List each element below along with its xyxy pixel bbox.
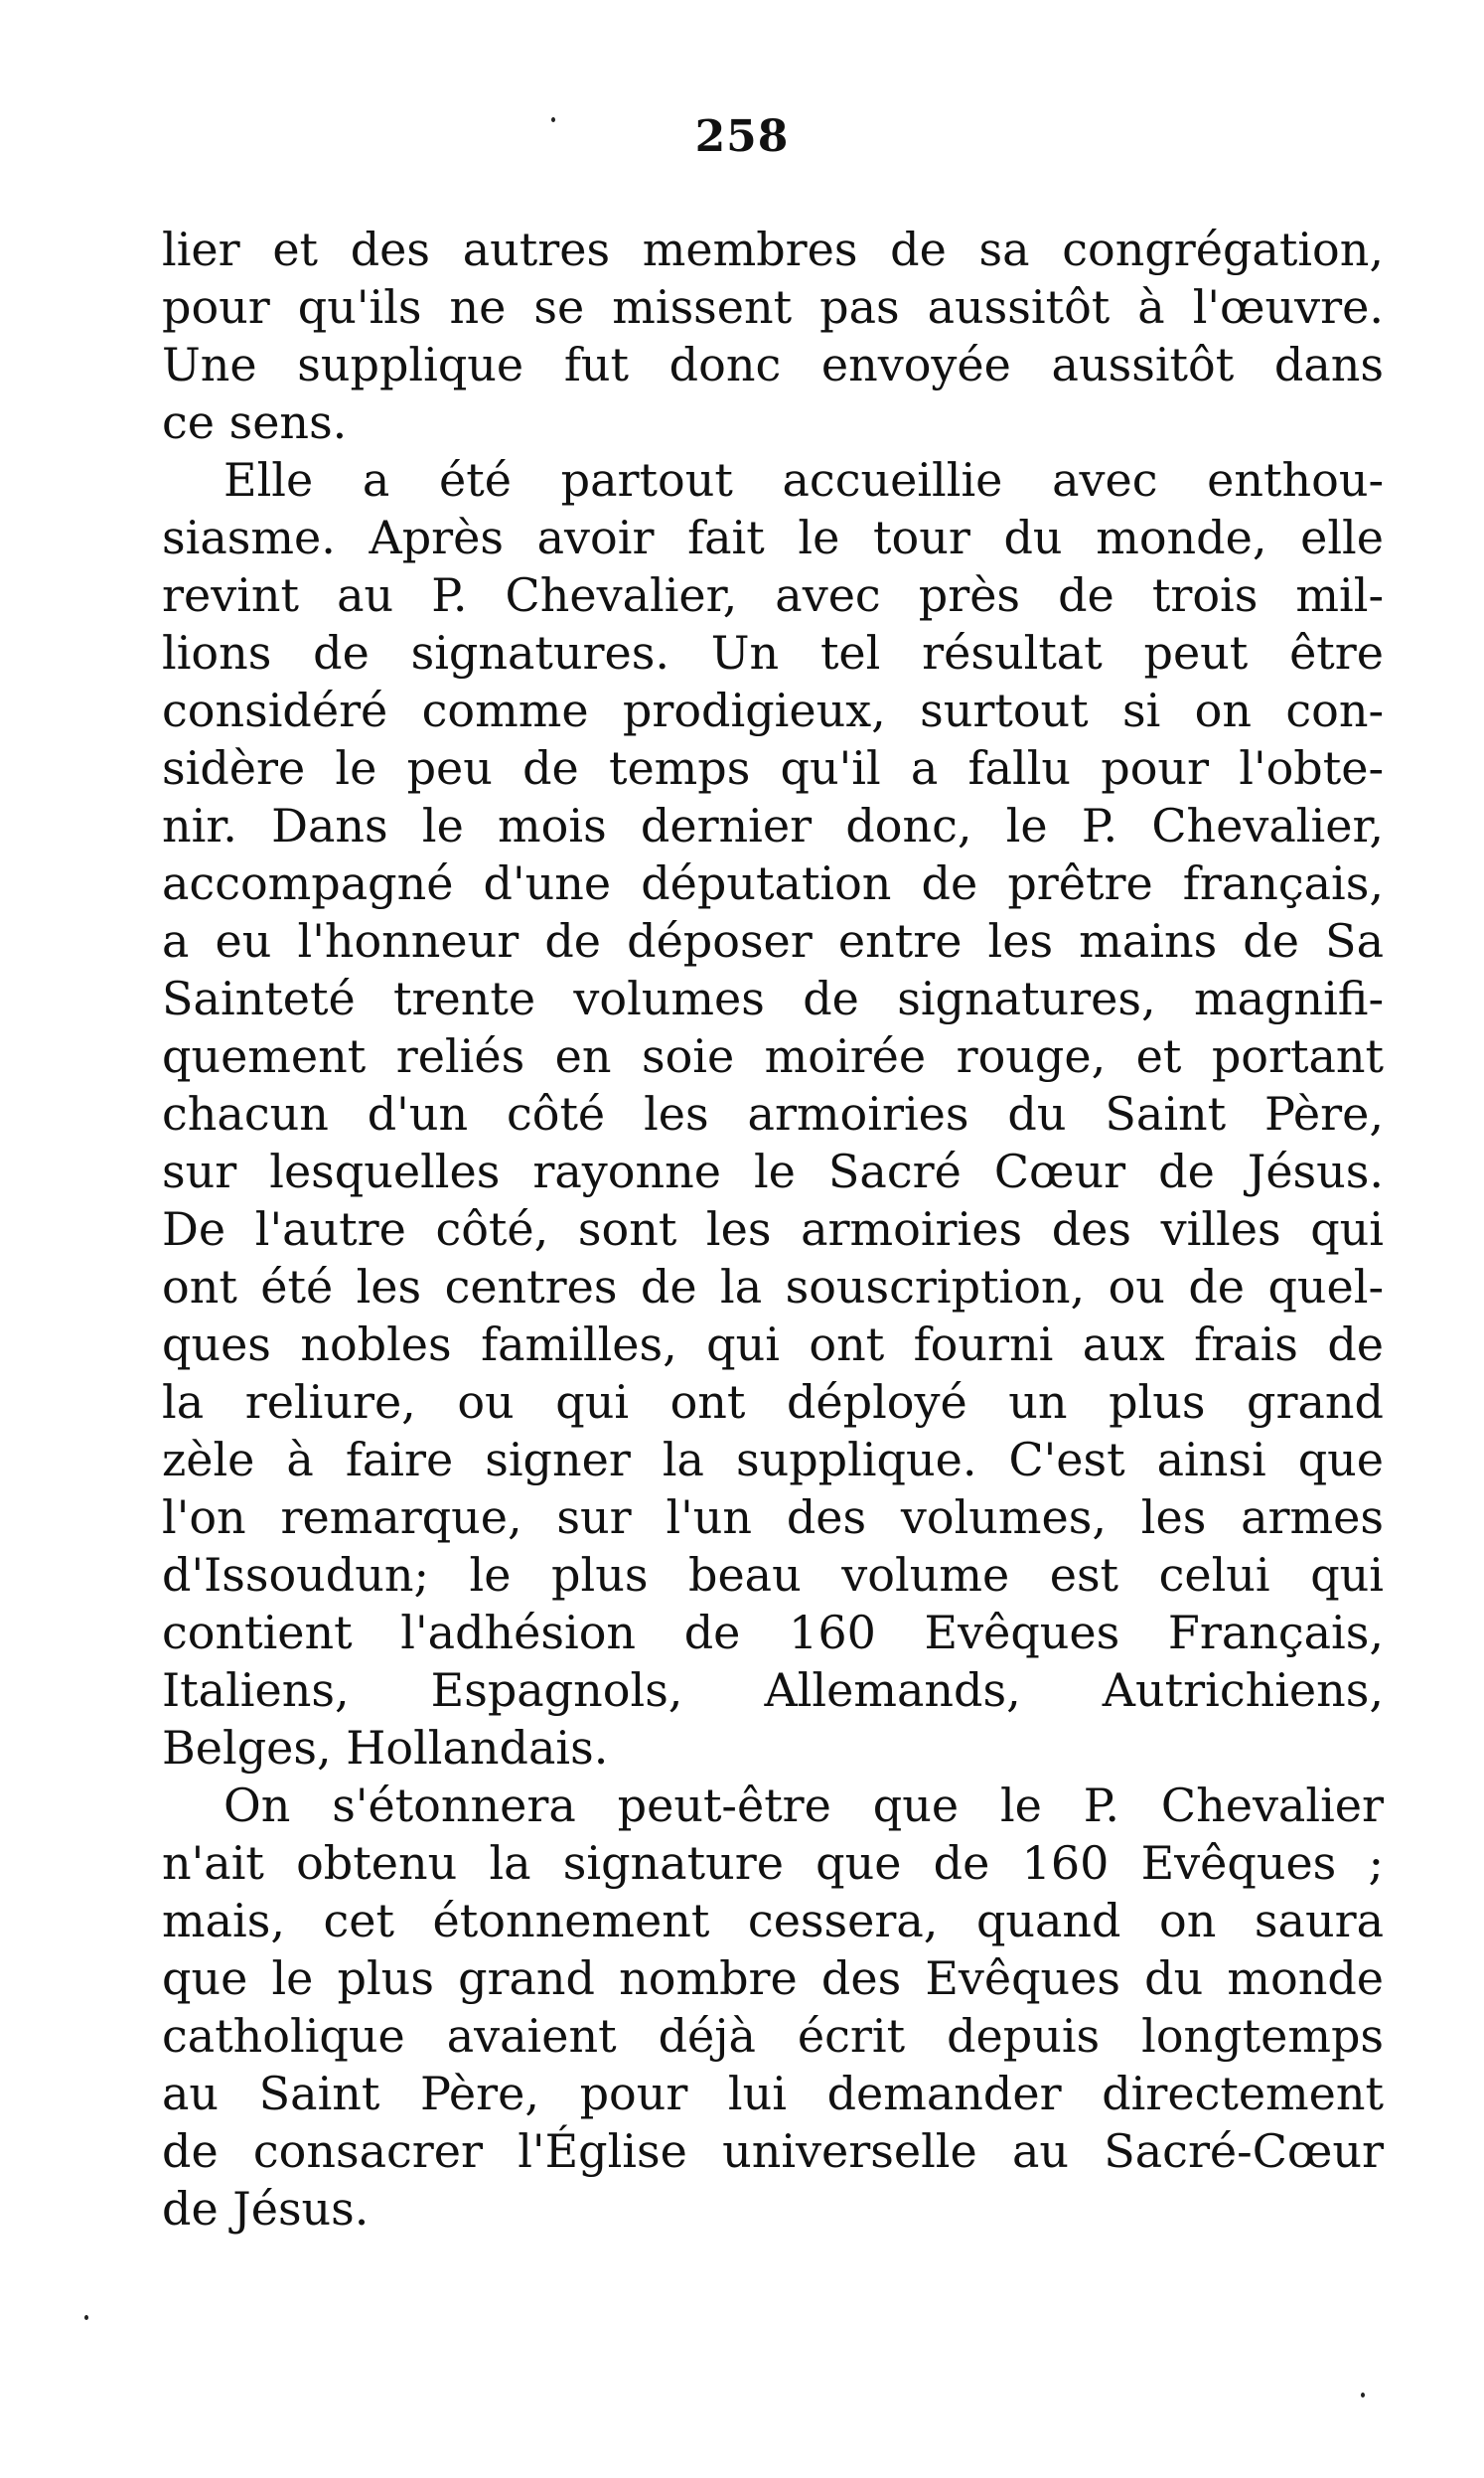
text-line: la reliure, ou qui ont déployé un plus grand — [162, 1375, 1384, 1429]
text-line: au Saint Père, pour lui demander directement — [162, 2067, 1384, 2120]
text-line: quement reliés en soie moirée rouge, et portant — [162, 1029, 1384, 1083]
text-line: catholique avaient déjà écrit depuis longtemps — [162, 2009, 1384, 2063]
text-line: On s'étonnera peut-être que le P. Chevalier — [223, 1779, 1384, 1832]
text-line: chacun d'un côté les armoiries du Saint Père, — [162, 1087, 1384, 1141]
text-line: siasme. Après avoir fait le tour du monde, elle — [162, 511, 1384, 564]
text-line: nir. Dans le mois dernier donc, le P. Chevalier, — [162, 799, 1384, 852]
text-line: Belges, Hollandais. — [162, 1721, 609, 1775]
text-line: de Jésus. — [162, 2182, 370, 2236]
text-line: d'Issoudun; le plus beau volume est celui qui — [162, 1548, 1384, 1602]
text-line: ont été les centres de la souscription, ou de quel- — [162, 1260, 1384, 1314]
page-number: 258 — [694, 111, 790, 162]
text-line: sur lesquelles rayonne le Sacré Cœur de Jésus. — [162, 1145, 1384, 1198]
print-speck — [84, 2315, 88, 2320]
text-line: que le plus grand nombre des Evêques du monde — [162, 1951, 1384, 2005]
text-line: Une supplique fut donc envoyée aussitôt dans — [162, 338, 1384, 391]
text-line: l'on remarque, sur l'un des volumes, les armes — [162, 1490, 1384, 1544]
text-line: mais, cet étonnement cessera, quand on saura — [162, 1894, 1384, 1947]
text-line: revint au P. Chevalier, avec près de trois mil- — [162, 568, 1384, 622]
text-line: n'ait obtenu la signature que de 160 Evêques ; — [162, 1836, 1384, 1890]
text-line: sidère le peu de temps qu'il a fallu pour l'obte- — [162, 741, 1384, 795]
text-line: Elle a été partout accueillie avec enthou- — [223, 453, 1384, 507]
text-line: ques nobles familles, qui ont fourni aux frais de — [162, 1317, 1384, 1371]
text-line: contient l'adhésion de 160 Evêques Français, — [162, 1606, 1384, 1659]
text-line: accompagné d'une députation de prêtre français, — [162, 856, 1384, 910]
body-text — [162, 221, 1384, 2238]
print-speck — [1361, 2393, 1365, 2398]
text-line: a eu l'honneur de déposer entre les mains de Sa — [162, 914, 1384, 968]
text-line: zèle à faire signer la supplique. C'est ainsi que — [162, 1433, 1384, 1486]
text-line: Italiens, Espagnols, Allemands, Autrichiens, — [162, 1663, 1384, 1717]
text-line: lier et des autres membres de sa congrégation, — [162, 223, 1384, 276]
text-line: Sainteté trente volumes de signatures, magnifi- — [162, 972, 1384, 1025]
text-line: lions de signatures. Un tel résultat peut être — [162, 626, 1384, 680]
text-line: considéré comme prodigieux, surtout si on con- — [162, 684, 1384, 737]
text-line: De l'autre côté, sont les armoiries des villes qui — [162, 1202, 1384, 1256]
text-line: ce sens. — [162, 395, 348, 449]
text-line: de consacrer l'Église universelle au Sacré-Cœur — [162, 2124, 1384, 2178]
text-line: pour qu'ils ne se missent pas aussitôt à l'œuvre. — [162, 280, 1384, 334]
print-speck — [551, 117, 555, 122]
